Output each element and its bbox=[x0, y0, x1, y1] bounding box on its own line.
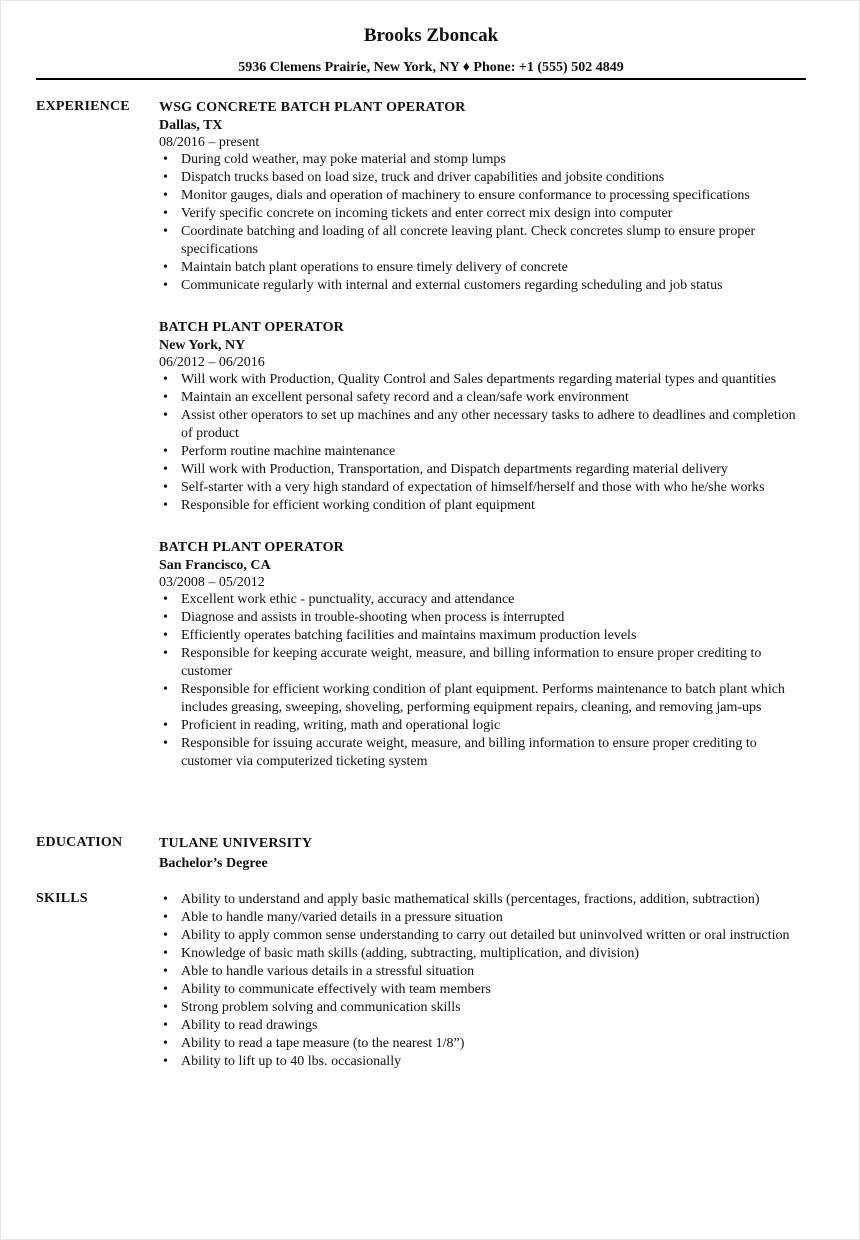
bullet-icon: • bbox=[163, 206, 168, 221]
bullet-icon: • bbox=[163, 1054, 168, 1069]
skill-text: Strong problem solving and communication skills bbox=[181, 1000, 461, 1015]
bullet-icon: • bbox=[163, 946, 168, 961]
bullet-item bbox=[159, 151, 809, 169]
experience-heading: EXPERIENCE bbox=[36, 99, 130, 114]
job-dates: 03/2008 – 05/2012 bbox=[159, 575, 265, 590]
bullet-icon: • bbox=[163, 444, 168, 459]
bullet-item bbox=[159, 407, 809, 443]
bullet-item bbox=[159, 497, 809, 515]
bullet-item bbox=[159, 259, 809, 277]
bullet-text: Coordinate batching and loading of all concrete leaving plant. Check concretes slump to ensure proper specifications bbox=[181, 224, 756, 257]
skill-text: Ability to apply common sense understanding to carry out detailed but uninvolved written or oral instruction bbox=[181, 928, 790, 943]
bullet-item bbox=[159, 627, 809, 645]
skill-text: Able to handle various details in a stressful situation bbox=[181, 964, 475, 979]
skill-item bbox=[159, 1035, 809, 1053]
bullet-icon: • bbox=[163, 152, 168, 167]
bullet-icon: • bbox=[163, 982, 168, 997]
bullet-item bbox=[159, 479, 809, 497]
bullet-icon: • bbox=[163, 408, 168, 423]
bullet-text: Perform routine machine maintenance bbox=[181, 444, 396, 459]
bullet-item bbox=[159, 681, 809, 717]
job-entry bbox=[159, 539, 809, 771]
bullet-icon: • bbox=[163, 682, 168, 697]
job-location: San Francisco, CA bbox=[159, 558, 271, 573]
bullet-text: Responsible for efficient working condition of plant equipment bbox=[181, 498, 535, 513]
skill-item bbox=[159, 945, 809, 963]
job-entry bbox=[159, 319, 809, 515]
bullet-item bbox=[159, 371, 809, 389]
job-bullets bbox=[159, 371, 809, 515]
bullet-icon: • bbox=[163, 718, 168, 733]
job-bullets bbox=[159, 591, 809, 771]
bullet-icon: • bbox=[163, 1036, 168, 1051]
bullet-text: Communicate regularly with internal and external customers regarding scheduling and job status bbox=[181, 278, 723, 293]
skill-text: Ability to understand and apply basic mathematical skills (percentages, fractions, addition, subtraction) bbox=[181, 892, 760, 907]
skill-item bbox=[159, 963, 809, 981]
bullet-item bbox=[159, 223, 809, 259]
bullet-text: Maintain an excellent personal safety record and a clean/safe work environment bbox=[181, 390, 629, 405]
experience-list bbox=[159, 99, 809, 795]
skill-item bbox=[159, 981, 809, 999]
education-heading: EDUCATION bbox=[36, 835, 123, 850]
bullet-icon: • bbox=[163, 964, 168, 979]
skill-text: Ability to read drawings bbox=[181, 1018, 318, 1033]
bullet-text: Self-starter with a very high standard of expectation of himself/herself and those with who he/she works bbox=[181, 480, 765, 495]
bullet-text: Proficient in reading, writing, math and operational logic bbox=[181, 718, 501, 733]
bullet-icon: • bbox=[163, 224, 168, 239]
education-entry bbox=[159, 835, 809, 872]
bullet-icon: • bbox=[163, 498, 168, 513]
bullet-item bbox=[159, 169, 809, 187]
bullet-icon: • bbox=[163, 736, 168, 751]
bullet-icon: • bbox=[163, 462, 168, 477]
bullet-icon: • bbox=[163, 892, 168, 907]
bullet-icon: • bbox=[163, 390, 168, 405]
skill-item bbox=[159, 1053, 809, 1071]
bullet-item bbox=[159, 443, 809, 461]
skill-text: Ability to communicate effectively with team members bbox=[181, 982, 491, 997]
bullet-text: Excellent work ethic - punctuality, accuracy and attendance bbox=[181, 592, 515, 607]
skills-list bbox=[159, 891, 809, 1071]
job-dates: 06/2012 – 06/2016 bbox=[159, 355, 265, 370]
bullet-item bbox=[159, 187, 809, 205]
contact-line: 5936 Clemens Prairie, New York, NY ♦ Phone: +1 (555) 502 4849 bbox=[238, 60, 624, 75]
bullet-text: Responsible for keeping accurate weight, measure, and billing information to ensure proper crediting to customer bbox=[181, 646, 762, 679]
job-bullets bbox=[159, 151, 809, 295]
skill-text: Knowledge of basic math skills (adding, subtracting, multiplication, and division) bbox=[181, 946, 640, 961]
bullet-item bbox=[159, 735, 809, 771]
bullet-item bbox=[159, 609, 809, 627]
bullet-item bbox=[159, 645, 809, 681]
bullet-text: During cold weather, may poke material and stomp lumps bbox=[181, 152, 506, 167]
bullet-text: Will work with Production, Transportation, and Dispatch departments regarding material delivery bbox=[181, 462, 728, 477]
bullet-text: Maintain batch plant operations to ensure timely delivery of concrete bbox=[181, 260, 568, 275]
bullet-icon: • bbox=[163, 170, 168, 185]
skill-text: Ability to lift up to 40 lbs. occasionally bbox=[181, 1054, 402, 1069]
job-entry bbox=[159, 99, 809, 295]
bullet-text: Monitor gauges, dials and operation of machinery to ensure conformance to processing specifications bbox=[181, 188, 750, 203]
skill-text: Ability to read a tape measure (to the nearest 1/8”) bbox=[181, 1036, 465, 1051]
job-dates: 08/2016 – present bbox=[159, 135, 260, 150]
bullet-item bbox=[159, 461, 809, 479]
header-divider bbox=[36, 78, 806, 80]
bullet-icon: • bbox=[163, 610, 168, 625]
degree: Bachelor’s Degree bbox=[159, 856, 268, 871]
job-location: Dallas, TX bbox=[159, 118, 223, 133]
skill-item bbox=[159, 891, 809, 909]
bullet-text: Dispatch trucks based on load size, truck and driver capabilities and jobsite conditions bbox=[181, 170, 665, 185]
bullet-icon: • bbox=[163, 928, 168, 943]
bullet-icon: • bbox=[163, 372, 168, 387]
skill-item bbox=[159, 999, 809, 1017]
bullet-text: Responsible for issuing accurate weight, measure, and billing information to ensure proper crediting to customer via computerized ticketing system bbox=[181, 736, 757, 769]
bullet-icon: • bbox=[163, 628, 168, 643]
bullet-item bbox=[159, 717, 809, 735]
bullet-icon: • bbox=[163, 278, 168, 293]
bullet-text: Responsible for efficient working condition of plant equipment. Performs maintenance to batch plant which includes greasing, sweeping, shoveling, performing equipment repairs, cleaning, and removing jam-ups bbox=[181, 682, 785, 715]
job-location: New York, NY bbox=[159, 338, 246, 353]
bullet-text: Verify specific concrete on incoming tickets and enter correct mix design into computer bbox=[181, 206, 673, 221]
skills-entry bbox=[159, 891, 809, 1071]
school-name: TULANE UNIVERSITY bbox=[159, 836, 313, 851]
bullet-item bbox=[159, 389, 809, 407]
bullet-icon: • bbox=[163, 646, 168, 661]
candidate-name: Brooks Zboncak bbox=[363, 25, 499, 46]
skill-text: Able to handle many/varied details in a pressure situation bbox=[181, 910, 503, 925]
bullet-text: Will work with Production, Quality Control and Sales departments regarding material types and quantities bbox=[181, 372, 777, 387]
skills-heading: SKILLS bbox=[36, 891, 88, 906]
bullet-icon: • bbox=[163, 480, 168, 495]
bullet-icon: • bbox=[163, 188, 168, 203]
job-title: BATCH PLANT OPERATOR bbox=[159, 540, 344, 555]
skill-item bbox=[159, 1017, 809, 1035]
skill-item bbox=[159, 927, 809, 945]
bullet-item bbox=[159, 591, 809, 609]
bullet-text: Efficiently operates batching facilities and maintains maximum production levels bbox=[181, 628, 637, 643]
bullet-text: Assist other operators to set up machines and any other necessary tasks to adhere to deadlines and completion of product bbox=[181, 408, 796, 441]
bullet-icon: • bbox=[163, 910, 168, 925]
bullet-icon: • bbox=[163, 1000, 168, 1015]
job-title: BATCH PLANT OPERATOR bbox=[159, 320, 344, 335]
bullet-item bbox=[159, 277, 809, 295]
bullet-icon: • bbox=[163, 260, 168, 275]
bullet-icon: • bbox=[163, 1018, 168, 1033]
bullet-text: Diagnose and assists in trouble-shooting when process is interrupted bbox=[181, 610, 565, 625]
bullet-item bbox=[159, 205, 809, 223]
job-title: WSG CONCRETE BATCH PLANT OPERATOR bbox=[159, 100, 466, 115]
skill-item bbox=[159, 909, 809, 927]
bullet-icon: • bbox=[163, 592, 168, 607]
